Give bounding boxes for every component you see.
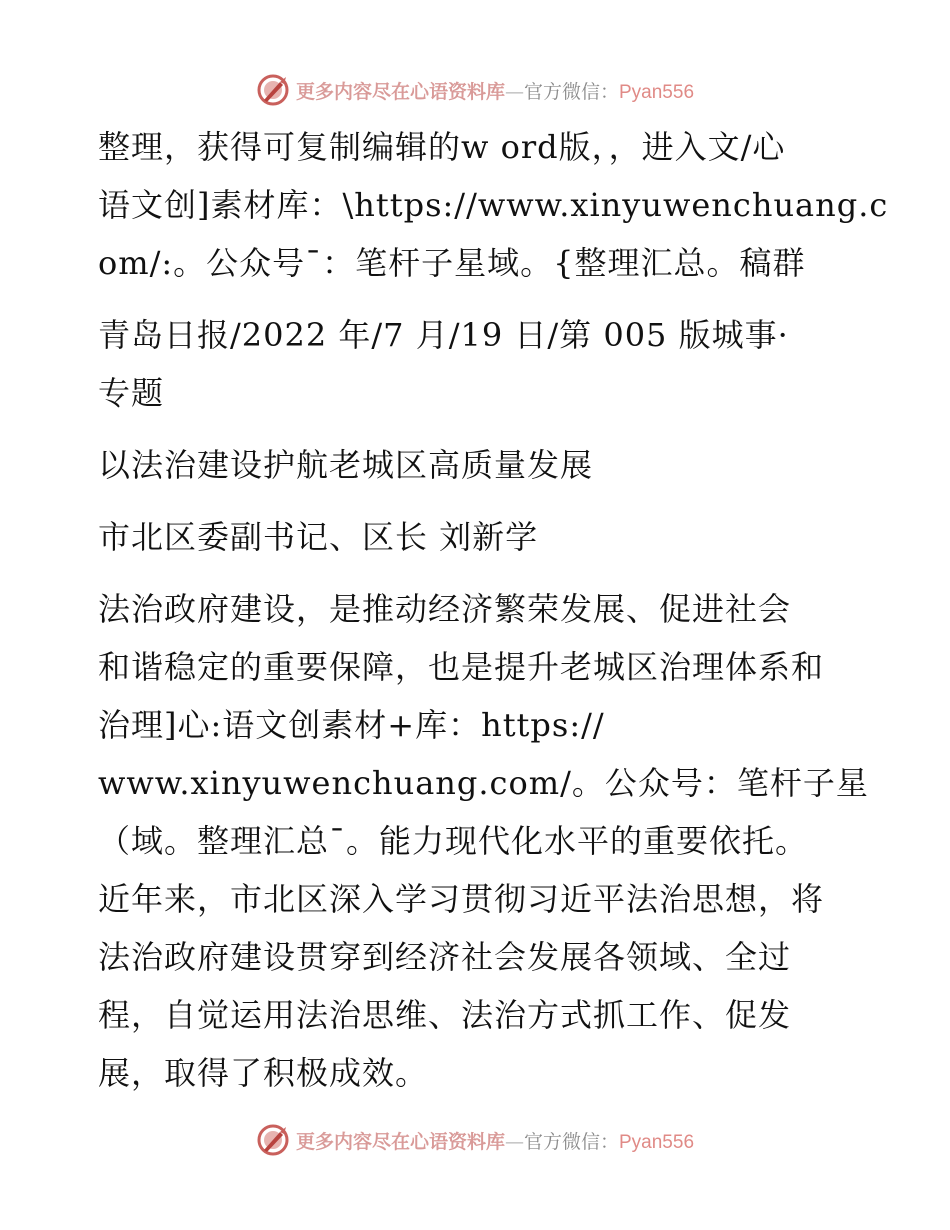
watermark-official: 官方微信： [523,80,619,103]
text-line: 近年来，市北区深入学习贯彻习近平法治思想，将 [98,880,825,918]
text-line: （域。整理汇总¯。能力现代化水平的重要依托。 [98,822,809,860]
article-title [98,436,858,494]
text-line: 青岛日报/2022 年/7 月/19 日/第 005 版城事· [98,316,789,354]
watermark-text [296,77,694,104]
watermark-main: 更多内容尽在心语资料库 [295,80,505,103]
text-line: 法治政府建设，是推动经济繁荣发展、促进社会 [98,590,792,628]
text-line: 以法治建设护航老城区高质量发展 [98,446,594,484]
header-watermark [0,70,950,110]
text-line: www.xinyuwenchuang.com/。公众号：笔杆子星 [98,764,869,802]
document-body [98,118,889,1116]
watermark-dash: — [504,1130,524,1153]
watermark-official: 官方微信： [523,1130,619,1153]
watermark-text [296,1127,694,1154]
footer-watermark [0,1120,950,1160]
text-line: 治理]心:语文创素材+库：https:// [98,706,605,744]
watermark-dash: — [504,80,524,103]
quill-pen-seal-icon [256,73,290,107]
text-line: 整理，获得可复制编辑的w ord版，，进入文/心 [98,128,786,166]
text-line: 和谐稳定的重要保障，也是提升老城区治理体系和 [98,648,825,686]
body-paragraph [98,580,869,1102]
text-line: 市北区委副书记、区长 刘新学 [98,518,539,556]
watermark-main: 更多内容尽在心语资料库 [295,1130,505,1153]
intro-paragraph [98,118,889,292]
text-line: 语文创]素材库：\https://www.xinyuwenchuang.c [98,186,889,224]
text-line: 展，取得了积极成效。 [98,1054,429,1092]
quill-pen-seal-icon [256,1123,290,1157]
source-line [98,306,858,422]
watermark-wechat-id: Pyan556 [619,1131,695,1153]
text-line: 专题 [98,374,165,412]
article-author [98,508,858,566]
watermark-wechat-id: Pyan556 [619,81,695,103]
text-line: om/:。公众号¯：笔杆子星域。{整理汇总。稿群 [98,244,806,282]
text-line: 法治政府建设贯穿到经济社会发展各领域、全过 [98,938,792,976]
text-line: 程，自觉运用法治思维、法治方式抓工作、促发 [98,996,792,1034]
